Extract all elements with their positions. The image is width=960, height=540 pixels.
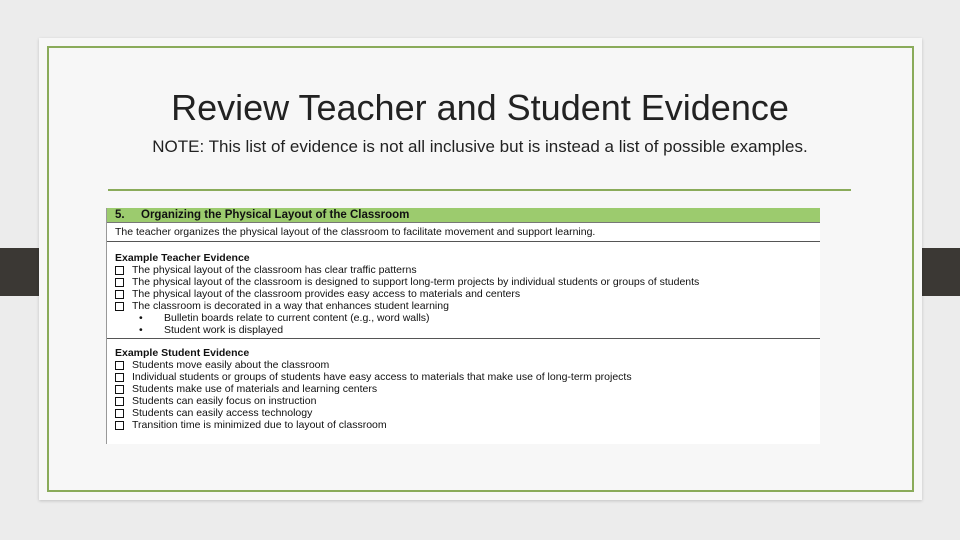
checkbox-icon: [115, 397, 124, 406]
list-item-text: The classroom is decorated in a way that enhances student learning: [132, 300, 449, 312]
evidence-heading: Organizing the Physical Layout of the Classroom: [141, 209, 410, 221]
checkbox-icon: [115, 266, 124, 275]
sub-list-item: [115, 312, 812, 324]
list-item-text: The physical layout of the classroom is designed to support long-term projects by individual students or groups of students: [132, 276, 700, 288]
list-item: [115, 359, 812, 371]
list-item: [115, 395, 812, 407]
evidence-header: [107, 208, 820, 223]
sub-list-item-text: Student work is displayed: [164, 324, 284, 336]
list-item-text: Students can easily access technology: [132, 407, 313, 419]
list-item-text: Transition time is minimized due to layout of classroom: [132, 419, 387, 431]
list-item: [115, 264, 812, 276]
checkbox-icon: [115, 361, 124, 370]
list-item: [115, 288, 812, 300]
teacher-evidence-section: [107, 242, 820, 339]
list-item-text: Students move easily about the classroom: [132, 359, 330, 371]
slide-note: NOTE: This list of evidence is not all inclusive but is instead a list of possible examples.: [152, 137, 808, 156]
list-item-text: Students can easily focus on instruction: [132, 395, 317, 407]
bullet-icon: •: [139, 312, 143, 324]
teacher-evidence-title: Example Teacher Evidence: [115, 252, 250, 264]
sub-list-item: [115, 324, 812, 336]
checkbox-icon: [115, 385, 124, 394]
slide-title: Review Teacher and Student Evidence: [171, 87, 789, 128]
list-item: [115, 371, 812, 383]
list-item-text: Individual students or groups of students have easy access to materials that make use of long-term projects: [132, 371, 632, 383]
sub-list-item-text: Bulletin boards relate to current content (e.g., word walls): [164, 312, 430, 324]
student-evidence-title: Example Student Evidence: [115, 347, 250, 359]
list-item-text: Students make use of materials and learning centers: [132, 383, 378, 395]
checkbox-icon: [115, 409, 124, 418]
checkbox-icon: [115, 278, 124, 287]
title-divider: [108, 189, 851, 191]
checkbox-icon: [115, 421, 124, 430]
checkbox-icon: [115, 290, 124, 299]
list-item: [115, 300, 812, 312]
list-item: [115, 276, 812, 288]
checkbox-icon: [115, 302, 124, 311]
evidence-description: The teacher organizes the physical layout of the classroom to facilitate movement and support learning.: [107, 223, 820, 242]
evidence-number: 5.: [115, 209, 125, 221]
list-item: [115, 383, 812, 395]
list-item: [115, 407, 812, 419]
student-evidence-section: [107, 339, 820, 433]
bullet-icon: •: [139, 324, 143, 336]
evidence-table-image: [106, 208, 820, 444]
checkbox-icon: [115, 373, 124, 382]
list-item-text: The physical layout of the classroom has clear traffic patterns: [132, 264, 417, 276]
list-item: [115, 419, 812, 431]
list-item-text: The physical layout of the classroom provides easy access to materials and centers: [132, 288, 521, 300]
